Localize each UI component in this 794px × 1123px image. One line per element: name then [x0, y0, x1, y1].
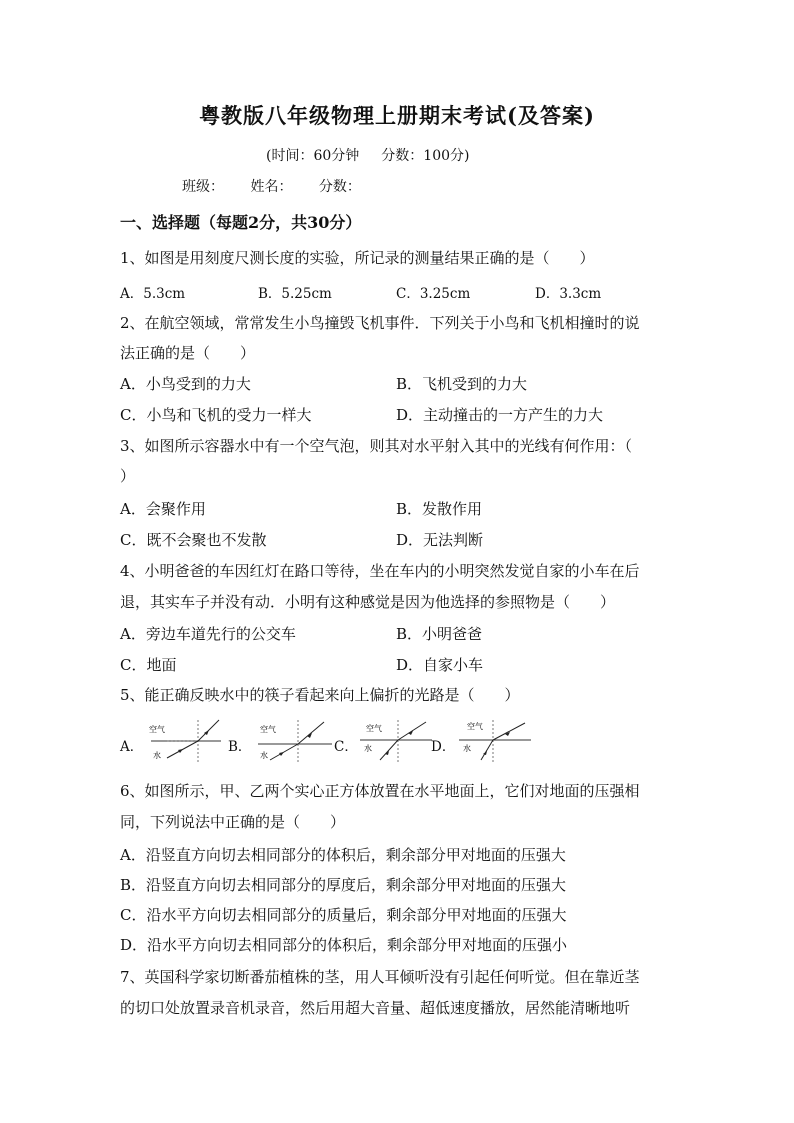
question-2-option-a: A．小鸟受到的力大	[120, 375, 251, 393]
question-7-line-1: 7、英国科学家切断番茄植株的茎，用人耳倾听没有引起任何听觉。但在靠近茎	[120, 968, 640, 986]
question-1-stem: 1、如图是用刻度尺测长度的实验，所记录的测量结果正确的是（ ）	[120, 249, 595, 267]
question-1-option-c: C．3.25cm	[396, 286, 471, 302]
question-6-option-d: D．沿水平方向切去相同部分的体积后，剩余部分甲对地面的压强小	[120, 936, 568, 954]
air-label: 空气	[366, 724, 382, 733]
question-2-option-b: B．飞机受到的力大	[396, 375, 528, 393]
air-label: 空气	[260, 725, 276, 734]
question-5-diagram-b	[252, 718, 334, 768]
water-label: 水	[153, 751, 161, 760]
score-info: 分数：100分)	[381, 148, 470, 164]
page-title: 粤教版八年级物理上册期末考试(及答案)	[199, 103, 595, 128]
question-2-stem-line-1: 2、在航空领域，常常发生小鸟撞毁飞机事件．下列关于小鸟和飞机相撞时的说	[120, 314, 640, 332]
question-3-option-b: B．发散作用	[396, 500, 483, 518]
question-6-option-a: A．沿竖直方向切去相同部分的体积后，剩余部分甲对地面的压强大	[120, 846, 566, 864]
question-3-option-a: A．会聚作用	[120, 500, 206, 518]
question-6-option-b: B．沿竖直方向切去相同部分的厚度后，剩余部分甲对地面的压强大	[120, 876, 567, 894]
question-3-stem-line-2: ）	[120, 467, 136, 485]
question-5-diagram-a	[143, 718, 225, 768]
question-3-stem-line-1: 3、如图所示容器水中有一个空气泡，则其对水平射入其中的光线有何作用：（	[120, 437, 633, 455]
question-4-stem-line-2: 退，其实车子并没有动．小明有这种感觉是因为他选择的参照物是（ ）	[120, 593, 616, 611]
student-info-line	[182, 176, 383, 196]
question-5-stem: 5、能正确反映水中的筷子看起来向上偏折的光路是（ ）	[120, 686, 520, 704]
question-6-option-c: C．沿水平方向切去相同部分的质量后，剩余部分甲对地面的压强大	[120, 906, 567, 924]
question-2-stem-line-2: 法正确的是（ ）	[120, 344, 256, 362]
time-info: (时间：60分钟	[266, 148, 360, 164]
question-6-stem-line-2: 同，下列说法中正确的是（ ）	[120, 813, 346, 831]
question-4-stem-line-1: 4、小明爸爸的车因红灯在路口等待，坐在车内的小明突然发觉自家的小车在后	[120, 562, 640, 580]
question-4-option-c: C．地面	[120, 656, 177, 674]
name-label: 姓名：	[250, 179, 293, 195]
question-2-option-c: C．小鸟和飞机的受力一样大	[120, 406, 312, 424]
exam-info	[266, 145, 491, 165]
question-3-option-c: C．既不会聚也不发散	[120, 531, 267, 549]
question-1-option-a: A．5.3cm	[120, 286, 186, 302]
question-5-option-d: D．	[431, 739, 456, 755]
class-label: 班级：	[182, 179, 224, 195]
question-4-option-d: D．自家小车	[396, 656, 484, 674]
section-heading: 一、选择题（每题2分，共30分）	[120, 213, 362, 232]
question-1-option-d: D．3.3cm	[535, 286, 602, 302]
question-3-option-d: D．无法判断	[396, 531, 484, 549]
question-4-option-a: A．旁边车道先行的公交车	[120, 625, 296, 643]
question-6-stem-line-1: 6、如图所示，甲、乙两个实心正方体放置在水平地面上，它们对地面的压强相	[120, 782, 640, 800]
question-2-option-d: D．主动撞击的一方产生的力大	[396, 406, 604, 424]
water-label: 水	[260, 751, 268, 760]
question-5-option-c: C．	[334, 739, 358, 755]
question-7-line-2: 的切口处放置录音机录音，然后用超大音量、超低速度播放，居然能清晰地听	[120, 999, 631, 1017]
water-label: 水	[364, 744, 372, 753]
water-label: 水	[463, 744, 471, 753]
question-1-option-b: B．5.25cm	[258, 286, 332, 302]
air-label: 空气	[149, 725, 165, 734]
question-5-option-a: A．	[120, 739, 144, 755]
question-5-diagram-d	[455, 718, 535, 768]
question-5-option-b: B．	[228, 739, 252, 755]
question-5-diagram-c	[356, 718, 436, 768]
question-4-option-b: B．小明爸爸	[396, 625, 483, 643]
air-label: 空气	[467, 722, 483, 731]
score-label: 分数：	[318, 179, 361, 195]
